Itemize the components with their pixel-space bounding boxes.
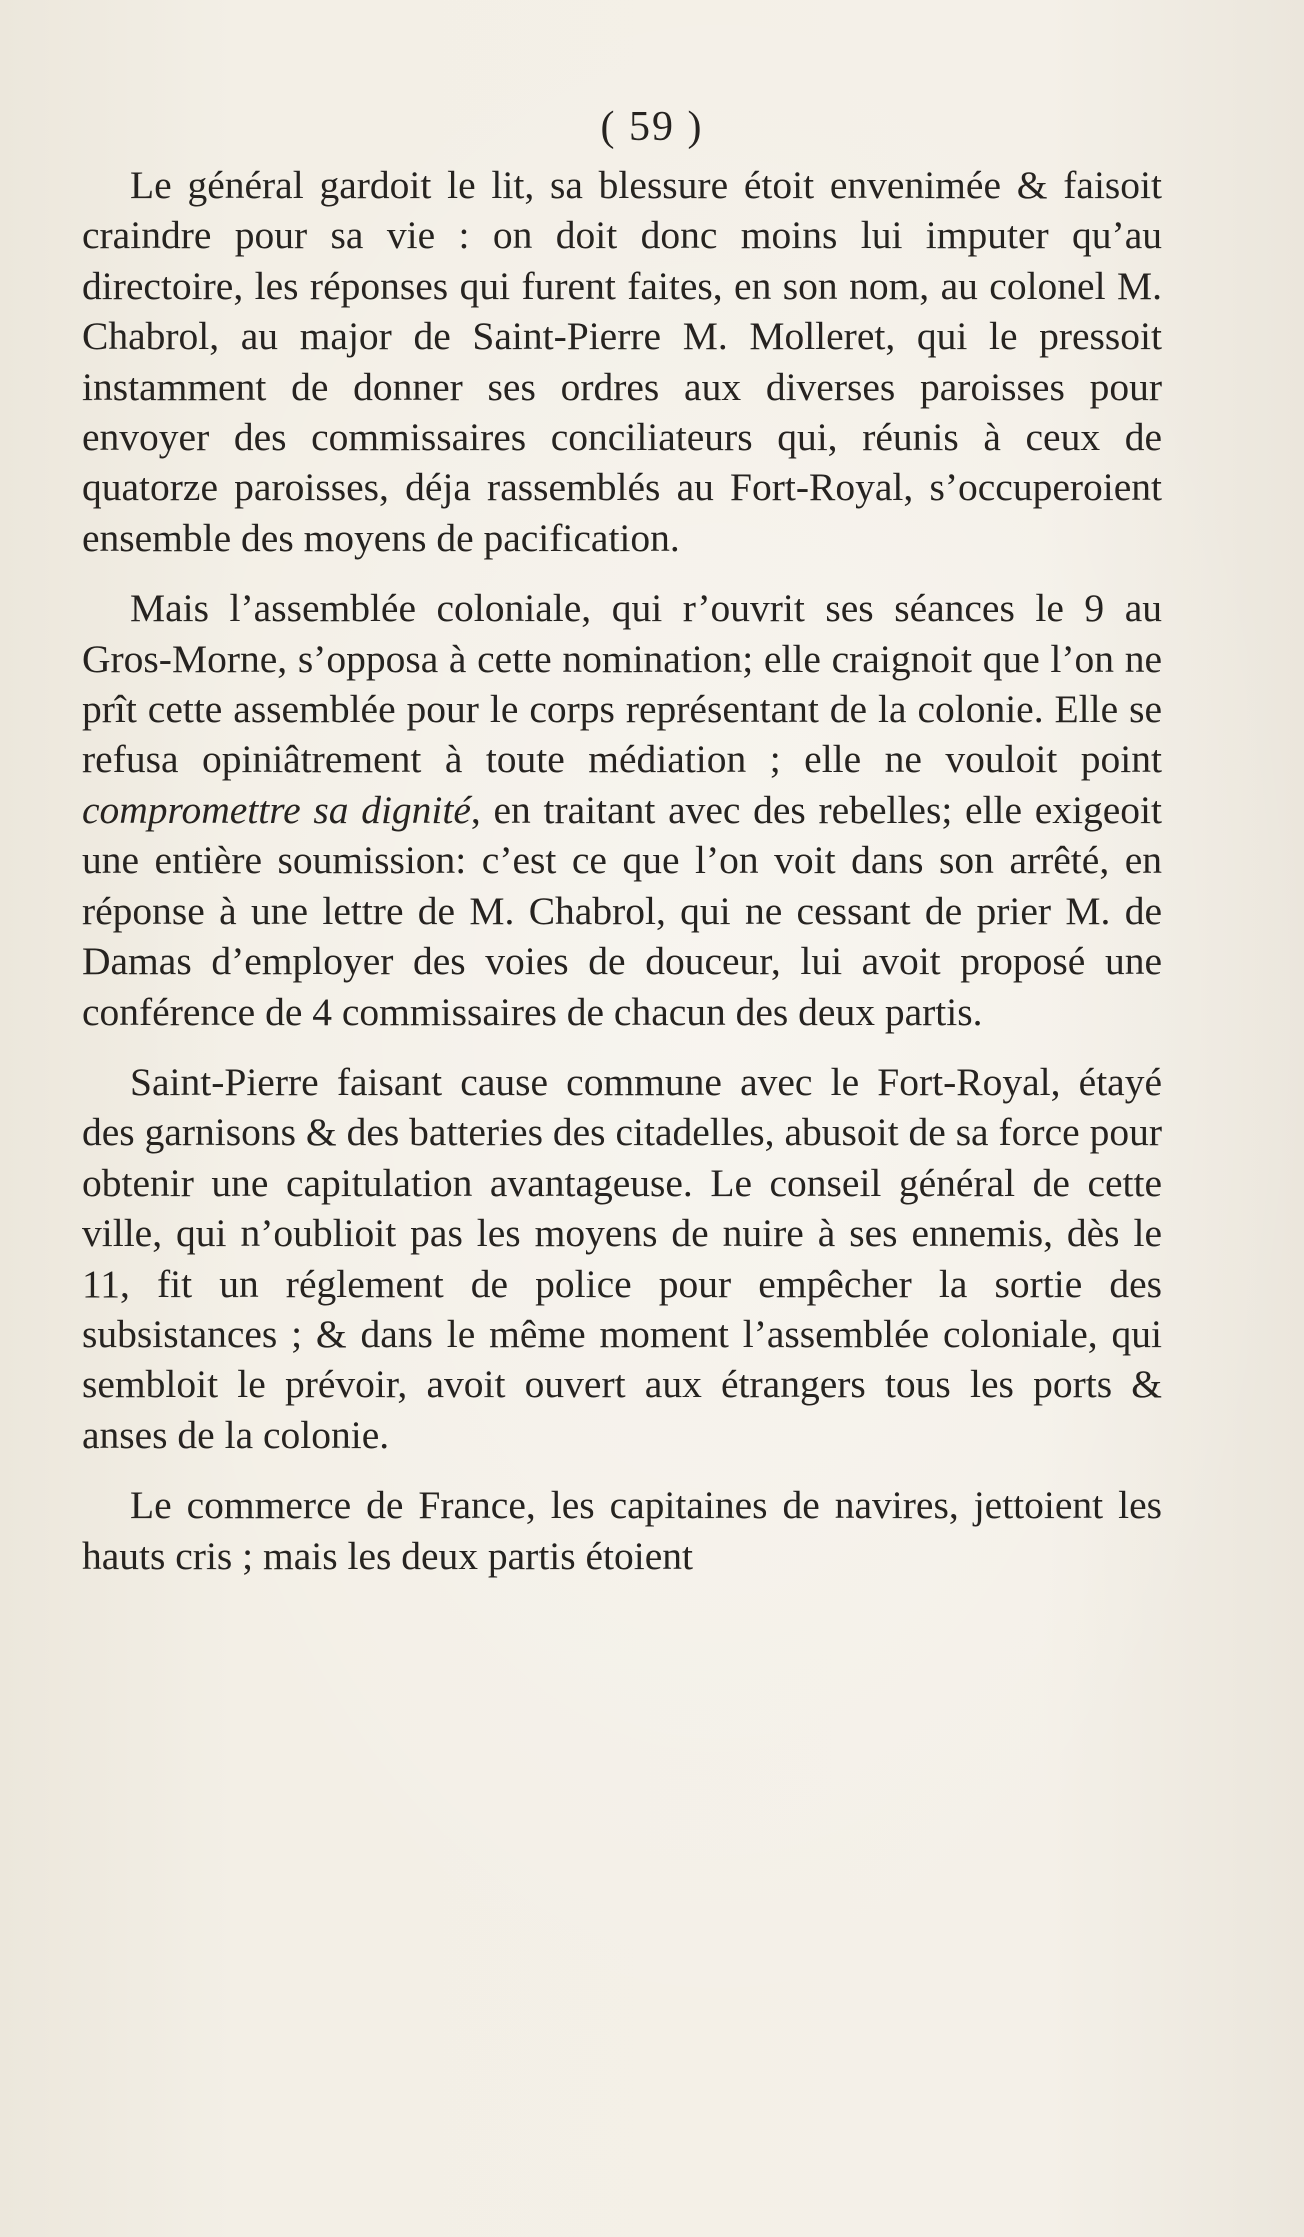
paragraph-2-text-after: , en traitant avec des rebelles; elle exigeoit une entière soumission: c’est ce que l’on voit dans son arrêté, en réponse à une lettre de M. Chabrol, qui ne cessant de prier M. de Damas d’employer des voies de douceur, lui avoit proposé une conférence de 4 commissaires de chacun des deux partis. xyxy=(82,787,1162,1034)
paragraph-1: Le général gardoit le lit, sa blessure étoit envenimée & faisoit craindre pour sa vie : on doit donc moins lui imputer qu’au directoire, les réponses qui furent faites, en son nom, au colonel M. Chabrol, au major de Saint-Pierre M. Molleret, qui le pressoit instamment de donner ses ordres aux diverses paroisses pour envoyer des commissaires conciliateurs qui, réunis à ceux de quatorze paroisses, déja rassemblés au Fort-Royal, s’occuperoient ensemble des moyens de pacification. xyxy=(82,163,1162,560)
paragraph-2-text-before: Mais l’assemblée coloniale, qui r’ouvrit ses séances le 9 au Gros-Morne, s’opposa à cette nomination; elle craignoit que l’on ne prît cette assemblée pour le corps représentant de la colonie. Elle se refusa opiniâtrement à toute médiation ; elle ne vouloit point xyxy=(82,586,1162,782)
paragraph-2-italic-phrase: compromettre sa dignité xyxy=(82,787,471,832)
page-number: ( 59 ) xyxy=(600,104,704,150)
body-text xyxy=(82,160,1162,1581)
paragraph-2 xyxy=(82,583,1162,1037)
paragraph-4: Le commerce de France, les capitaines de navires, jettoient les hauts cris ; mais les deux partis étoient xyxy=(82,1483,1162,1578)
paragraph-3: Saint-Pierre faisant cause commune avec le Fort-Royal, étayé des garnisons & des batteries des citadelles, abusoit de sa force pour obtenir une capitulation avantageuse. Le conseil général de cette ville, qui n’oublioit pas les moyens de nuire à ses ennemis, dès le 11, fit un réglement de police pour empêcher la sortie des subsistances ; & dans le même moment l’assemblée coloniale, qui sembloit le prévoir, avoit ouvert aux étrangers tous les ports & anses de la colonie. xyxy=(82,1059,1162,1457)
